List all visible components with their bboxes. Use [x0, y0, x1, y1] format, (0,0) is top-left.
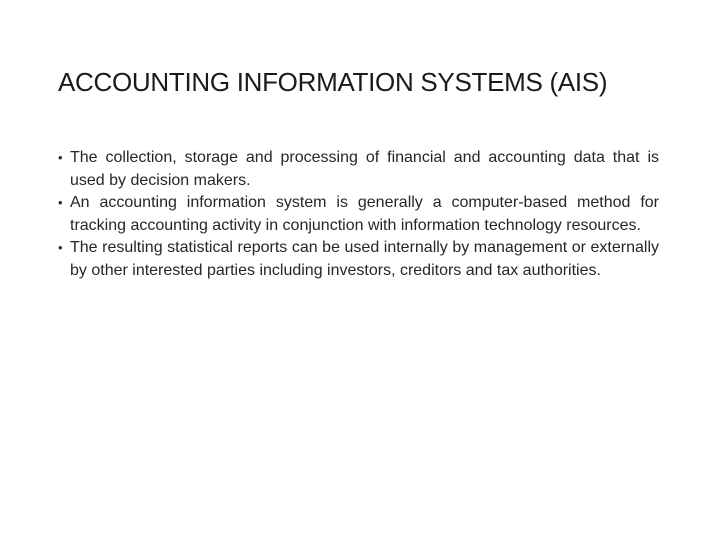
bullet-item-3: [58, 237, 659, 282]
bullet-text-2: An accounting information system is generally a computer-based method for tracking accounting activity in conjunction with information technology resources.: [70, 194, 659, 234]
bullet-item-1: [58, 147, 659, 192]
bullet-item-2: [58, 192, 659, 237]
bullet-icon: •: [58, 240, 63, 255]
bullet-text-1: The collection, storage and processing of financial and accounting data that is used by decision makers.: [70, 149, 659, 189]
bullet-icon: •: [58, 150, 63, 165]
bullet-text-3: The resulting statistical reports can be used internally by management or externally by other interested parties including investors, creditors and tax authorities.: [70, 239, 659, 279]
bullet-icon: •: [58, 195, 63, 210]
bullet-list: [58, 147, 659, 282]
slide-title: ACCOUNTING INFORMATION SYSTEMS (AIS): [58, 67, 608, 97]
